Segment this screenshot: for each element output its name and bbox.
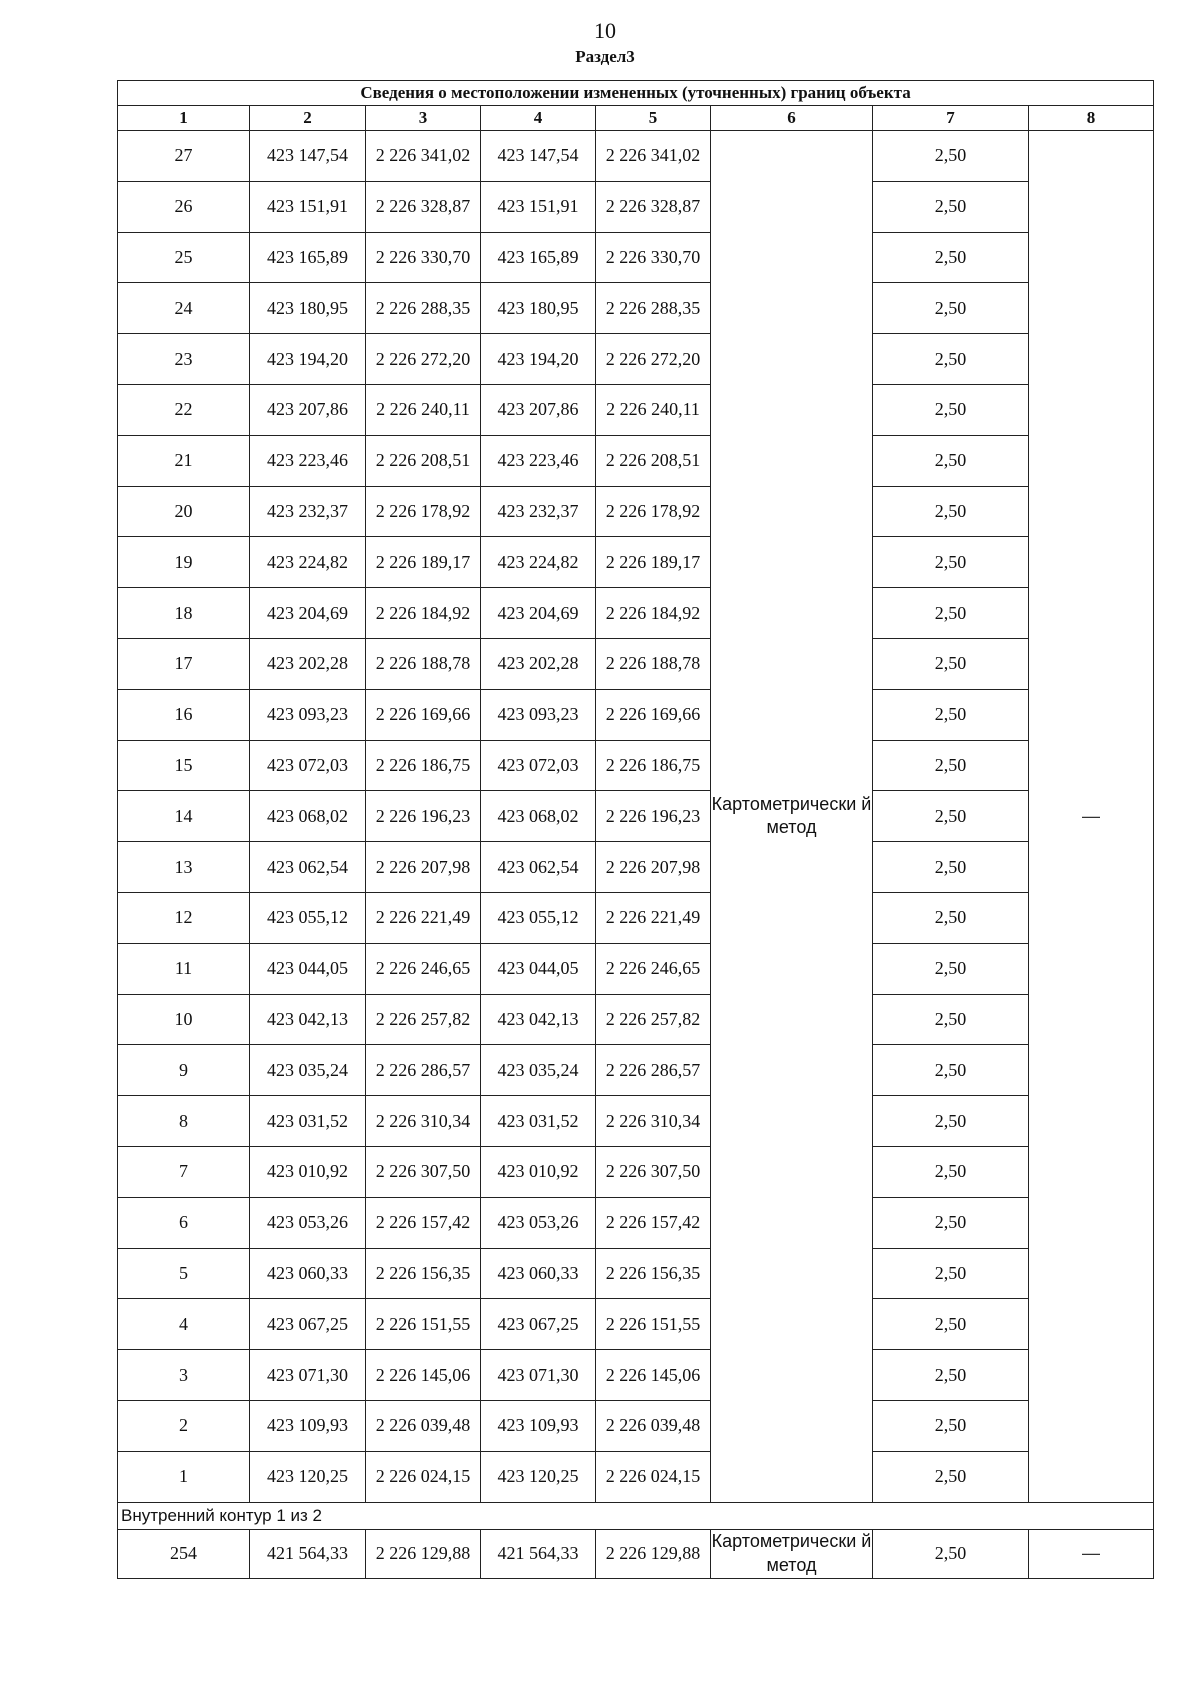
x-old-cell: 423 093,23 [250, 689, 366, 740]
x-old-cell: 423 194,20 [250, 334, 366, 385]
point-number-cell: 18 [118, 588, 250, 639]
y-new-cell: 2 226 157,42 [596, 1197, 711, 1248]
x-new-cell: 423 042,13 [481, 994, 596, 1045]
x-old-cell: 423 060,33 [250, 1248, 366, 1299]
y-new-cell: 2 226 257,82 [596, 994, 711, 1045]
accuracy-cell: 2,50 [873, 994, 1029, 1045]
y-new-cell: 2 226 341,02 [596, 131, 711, 182]
column-number-row [118, 106, 1154, 131]
y-old-cell: 2 226 307,50 [366, 1146, 481, 1197]
y-old-cell: 2 226 288,35 [366, 283, 481, 334]
y-old-cell: 2 226 196,23 [366, 791, 481, 842]
y-old-cell: 2 226 129,88 [366, 1529, 481, 1578]
x-old-cell: 423 067,25 [250, 1299, 366, 1350]
accuracy-cell: 2,50 [873, 1045, 1029, 1096]
point-number-cell: 17 [118, 638, 250, 689]
accuracy-cell: 2,50 [873, 486, 1029, 537]
y-old-cell: 2 226 189,17 [366, 537, 481, 588]
y-new-cell: 2 226 169,66 [596, 689, 711, 740]
accuracy-cell: 2,50 [873, 181, 1029, 232]
y-old-cell: 2 226 145,06 [366, 1350, 481, 1401]
x-new-cell: 423 055,12 [481, 892, 596, 943]
point-number-cell: 19 [118, 537, 250, 588]
accuracy-cell: 2,50 [873, 232, 1029, 283]
x-new-cell: 423 224,82 [481, 537, 596, 588]
y-new-cell: 2 226 307,50 [596, 1146, 711, 1197]
table-row [118, 384, 1154, 435]
accuracy-cell: 2,50 [873, 537, 1029, 588]
table-row [118, 232, 1154, 283]
table-row [118, 1299, 1154, 1350]
point-number-cell: 11 [118, 943, 250, 994]
accuracy-cell: 2,50 [873, 384, 1029, 435]
y-new-cell: 2 226 189,17 [596, 537, 711, 588]
x-old-cell: 423 207,86 [250, 384, 366, 435]
y-old-cell: 2 226 169,66 [366, 689, 481, 740]
x-new-cell: 423 044,05 [481, 943, 596, 994]
point-number-cell: 24 [118, 283, 250, 334]
accuracy-cell: 2,50 [873, 1096, 1029, 1147]
y-new-cell: 2 226 188,78 [596, 638, 711, 689]
y-old-cell: 2 226 341,02 [366, 131, 481, 182]
y-old-cell: 2 226 257,82 [366, 994, 481, 1045]
x-old-cell: 423 224,82 [250, 537, 366, 588]
accuracy-cell: 2,50 [873, 1400, 1029, 1451]
x-new-cell: 423 232,37 [481, 486, 596, 537]
x-old-cell: 423 072,03 [250, 740, 366, 791]
x-old-cell: 423 044,05 [250, 943, 366, 994]
column-number: 4 [481, 106, 596, 131]
table-row [118, 1350, 1154, 1401]
y-old-cell: 2 226 310,34 [366, 1096, 481, 1147]
x-new-cell: 423 109,93 [481, 1400, 596, 1451]
table-row [118, 588, 1154, 639]
accuracy-cell: 2,50 [873, 1451, 1029, 1502]
table-row [118, 842, 1154, 893]
accuracy-cell: 2,50 [873, 131, 1029, 182]
column-number: 5 [596, 106, 711, 131]
y-old-cell: 2 226 039,48 [366, 1400, 481, 1451]
x-old-cell: 423 147,54 [250, 131, 366, 182]
x-new-cell: 423 010,92 [481, 1146, 596, 1197]
x-new-cell: 423 204,69 [481, 588, 596, 639]
accuracy-cell: 2,50 [873, 842, 1029, 893]
accuracy-cell: 2,50 [873, 435, 1029, 486]
x-new-cell: 423 194,20 [481, 334, 596, 385]
x-new-cell: 423 062,54 [481, 842, 596, 893]
column-number: 7 [873, 106, 1029, 131]
table-row [118, 740, 1154, 791]
point-number-cell: 21 [118, 435, 250, 486]
point-number-cell: 15 [118, 740, 250, 791]
point-number-cell: 5 [118, 1248, 250, 1299]
table-row [118, 1146, 1154, 1197]
table-row [118, 1400, 1154, 1451]
point-number-cell: 12 [118, 892, 250, 943]
boundary-coordinates-table [117, 80, 1154, 1579]
x-new-cell: 423 120,25 [481, 1451, 596, 1502]
y-old-cell: 2 226 208,51 [366, 435, 481, 486]
y-new-cell: 2 226 184,92 [596, 588, 711, 639]
table-row [118, 638, 1154, 689]
y-new-cell: 2 226 151,55 [596, 1299, 711, 1350]
point-number-cell: 9 [118, 1045, 250, 1096]
x-old-cell: 423 010,92 [250, 1146, 366, 1197]
x-new-cell: 423 147,54 [481, 131, 596, 182]
note-cell: — [1029, 1529, 1154, 1578]
y-old-cell: 2 226 221,49 [366, 892, 481, 943]
x-new-cell: 423 031,52 [481, 1096, 596, 1147]
y-new-cell: 2 226 286,57 [596, 1045, 711, 1096]
y-new-cell: 2 226 145,06 [596, 1350, 711, 1401]
x-new-cell: 423 202,28 [481, 638, 596, 689]
method-cell: Картометрически й метод [711, 131, 873, 1503]
y-old-cell: 2 226 156,35 [366, 1248, 481, 1299]
x-old-cell: 423 109,93 [250, 1400, 366, 1451]
point-number-cell: 6 [118, 1197, 250, 1248]
y-new-cell: 2 226 178,92 [596, 486, 711, 537]
table-row [118, 181, 1154, 232]
x-new-cell: 423 223,46 [481, 435, 596, 486]
table-row [118, 334, 1154, 385]
point-number-cell: 13 [118, 842, 250, 893]
x-old-cell: 423 068,02 [250, 791, 366, 842]
y-old-cell: 2 226 240,11 [366, 384, 481, 435]
table-row [118, 486, 1154, 537]
y-new-cell: 2 226 221,49 [596, 892, 711, 943]
x-new-cell: 423 207,86 [481, 384, 596, 435]
x-old-cell: 423 120,25 [250, 1451, 366, 1502]
column-number: 8 [1029, 106, 1154, 131]
point-number-cell: 10 [118, 994, 250, 1045]
y-new-cell: 2 226 328,87 [596, 181, 711, 232]
x-old-cell: 423 202,28 [250, 638, 366, 689]
y-new-cell: 2 226 288,35 [596, 283, 711, 334]
x-old-cell: 423 165,89 [250, 232, 366, 283]
y-new-cell: 2 226 240,11 [596, 384, 711, 435]
accuracy-cell: 2,50 [873, 943, 1029, 994]
table-row [118, 1529, 1154, 1578]
point-number-cell: 8 [118, 1096, 250, 1147]
x-new-cell: 423 067,25 [481, 1299, 596, 1350]
accuracy-cell: 2,50 [873, 689, 1029, 740]
point-number-cell: 23 [118, 334, 250, 385]
x-old-cell: 423 223,46 [250, 435, 366, 486]
inner-contour-label: Внутренний контур 1 из 2 [118, 1502, 1154, 1529]
x-new-cell: 423 165,89 [481, 232, 596, 283]
point-number-cell: 14 [118, 791, 250, 842]
accuracy-cell: 2,50 [873, 588, 1029, 639]
accuracy-cell: 2,50 [873, 1350, 1029, 1401]
table-row [118, 1197, 1154, 1248]
x-old-cell: 423 055,12 [250, 892, 366, 943]
x-new-cell: 423 053,26 [481, 1197, 596, 1248]
point-number-cell: 22 [118, 384, 250, 435]
y-new-cell: 2 226 207,98 [596, 842, 711, 893]
y-old-cell: 2 226 157,42 [366, 1197, 481, 1248]
y-old-cell: 2 226 186,75 [366, 740, 481, 791]
accuracy-cell: 2,50 [873, 638, 1029, 689]
table-row [118, 892, 1154, 943]
column-number: 3 [366, 106, 481, 131]
page-number: 10 [594, 18, 616, 43]
y-new-cell: 2 226 196,23 [596, 791, 711, 842]
x-new-cell: 421 564,33 [481, 1529, 596, 1578]
y-old-cell: 2 226 286,57 [366, 1045, 481, 1096]
column-number: 1 [118, 106, 250, 131]
point-number-cell: 3 [118, 1350, 250, 1401]
point-number-cell: 16 [118, 689, 250, 740]
table-row [118, 1248, 1154, 1299]
table-row [118, 689, 1154, 740]
y-new-cell: 2 226 024,15 [596, 1451, 711, 1502]
y-new-cell: 2 226 330,70 [596, 232, 711, 283]
accuracy-cell: 2,50 [873, 740, 1029, 791]
point-number-cell: 26 [118, 181, 250, 232]
point-number-cell: 7 [118, 1146, 250, 1197]
x-new-cell: 423 151,91 [481, 181, 596, 232]
y-old-cell: 2 226 330,70 [366, 232, 481, 283]
x-old-cell: 423 151,91 [250, 181, 366, 232]
y-new-cell: 2 226 039,48 [596, 1400, 711, 1451]
x-new-cell: 423 180,95 [481, 283, 596, 334]
y-new-cell: 2 226 272,20 [596, 334, 711, 385]
y-old-cell: 2 226 328,87 [366, 181, 481, 232]
table-row [118, 435, 1154, 486]
table-row [118, 131, 1154, 182]
y-new-cell: 2 226 156,35 [596, 1248, 711, 1299]
point-number-cell: 2 [118, 1400, 250, 1451]
accuracy-cell: 2,50 [873, 1299, 1029, 1350]
accuracy-cell: 2,50 [873, 791, 1029, 842]
table-caption: Сведения о местоположении измененных (уточненных) границ объекта [118, 81, 1154, 106]
point-number-cell: 1 [118, 1451, 250, 1502]
x-new-cell: 423 035,24 [481, 1045, 596, 1096]
accuracy-cell: 2,50 [873, 1529, 1029, 1578]
accuracy-cell: 2,50 [873, 1146, 1029, 1197]
table-row [118, 943, 1154, 994]
x-new-cell: 423 093,23 [481, 689, 596, 740]
table-row [118, 1045, 1154, 1096]
column-number: 2 [250, 106, 366, 131]
note-cell: — [1029, 131, 1154, 1503]
y-old-cell: 2 226 188,78 [366, 638, 481, 689]
x-new-cell: 423 068,02 [481, 791, 596, 842]
point-number-cell: 254 [118, 1529, 250, 1578]
table-row [118, 994, 1154, 1045]
table-row [118, 791, 1154, 842]
section-title: Раздел3 [575, 47, 635, 66]
y-old-cell: 2 226 024,15 [366, 1451, 481, 1502]
accuracy-cell: 2,50 [873, 1248, 1029, 1299]
table-row [118, 283, 1154, 334]
accuracy-cell: 2,50 [873, 892, 1029, 943]
x-new-cell: 423 060,33 [481, 1248, 596, 1299]
accuracy-cell: 2,50 [873, 1197, 1029, 1248]
x-old-cell: 421 564,33 [250, 1529, 366, 1578]
y-old-cell: 2 226 207,98 [366, 842, 481, 893]
x-old-cell: 423 180,95 [250, 283, 366, 334]
y-new-cell: 2 226 208,51 [596, 435, 711, 486]
y-new-cell: 2 226 310,34 [596, 1096, 711, 1147]
inner-contour-header-row [118, 1502, 1154, 1529]
x-old-cell: 423 031,52 [250, 1096, 366, 1147]
y-old-cell: 2 226 151,55 [366, 1299, 481, 1350]
y-new-cell: 2 226 246,65 [596, 943, 711, 994]
x-old-cell: 423 204,69 [250, 588, 366, 639]
point-number-cell: 25 [118, 232, 250, 283]
point-number-cell: 27 [118, 131, 250, 182]
x-old-cell: 423 071,30 [250, 1350, 366, 1401]
x-new-cell: 423 071,30 [481, 1350, 596, 1401]
y-old-cell: 2 226 178,92 [366, 486, 481, 537]
x-old-cell: 423 062,54 [250, 842, 366, 893]
point-number-cell: 4 [118, 1299, 250, 1350]
table-row [118, 537, 1154, 588]
y-old-cell: 2 226 272,20 [366, 334, 481, 385]
method-cell: Картометрически й метод [711, 1529, 873, 1578]
y-new-cell: 2 226 129,88 [596, 1529, 711, 1578]
column-number: 6 [711, 106, 873, 131]
point-number-cell: 20 [118, 486, 250, 537]
y-old-cell: 2 226 246,65 [366, 943, 481, 994]
table-row [118, 1451, 1154, 1502]
accuracy-cell: 2,50 [873, 334, 1029, 385]
table-row [118, 1096, 1154, 1147]
x-old-cell: 423 042,13 [250, 994, 366, 1045]
x-new-cell: 423 072,03 [481, 740, 596, 791]
x-old-cell: 423 035,24 [250, 1045, 366, 1096]
accuracy-cell: 2,50 [873, 283, 1029, 334]
y-new-cell: 2 226 186,75 [596, 740, 711, 791]
x-old-cell: 423 053,26 [250, 1197, 366, 1248]
x-old-cell: 423 232,37 [250, 486, 366, 537]
y-old-cell: 2 226 184,92 [366, 588, 481, 639]
